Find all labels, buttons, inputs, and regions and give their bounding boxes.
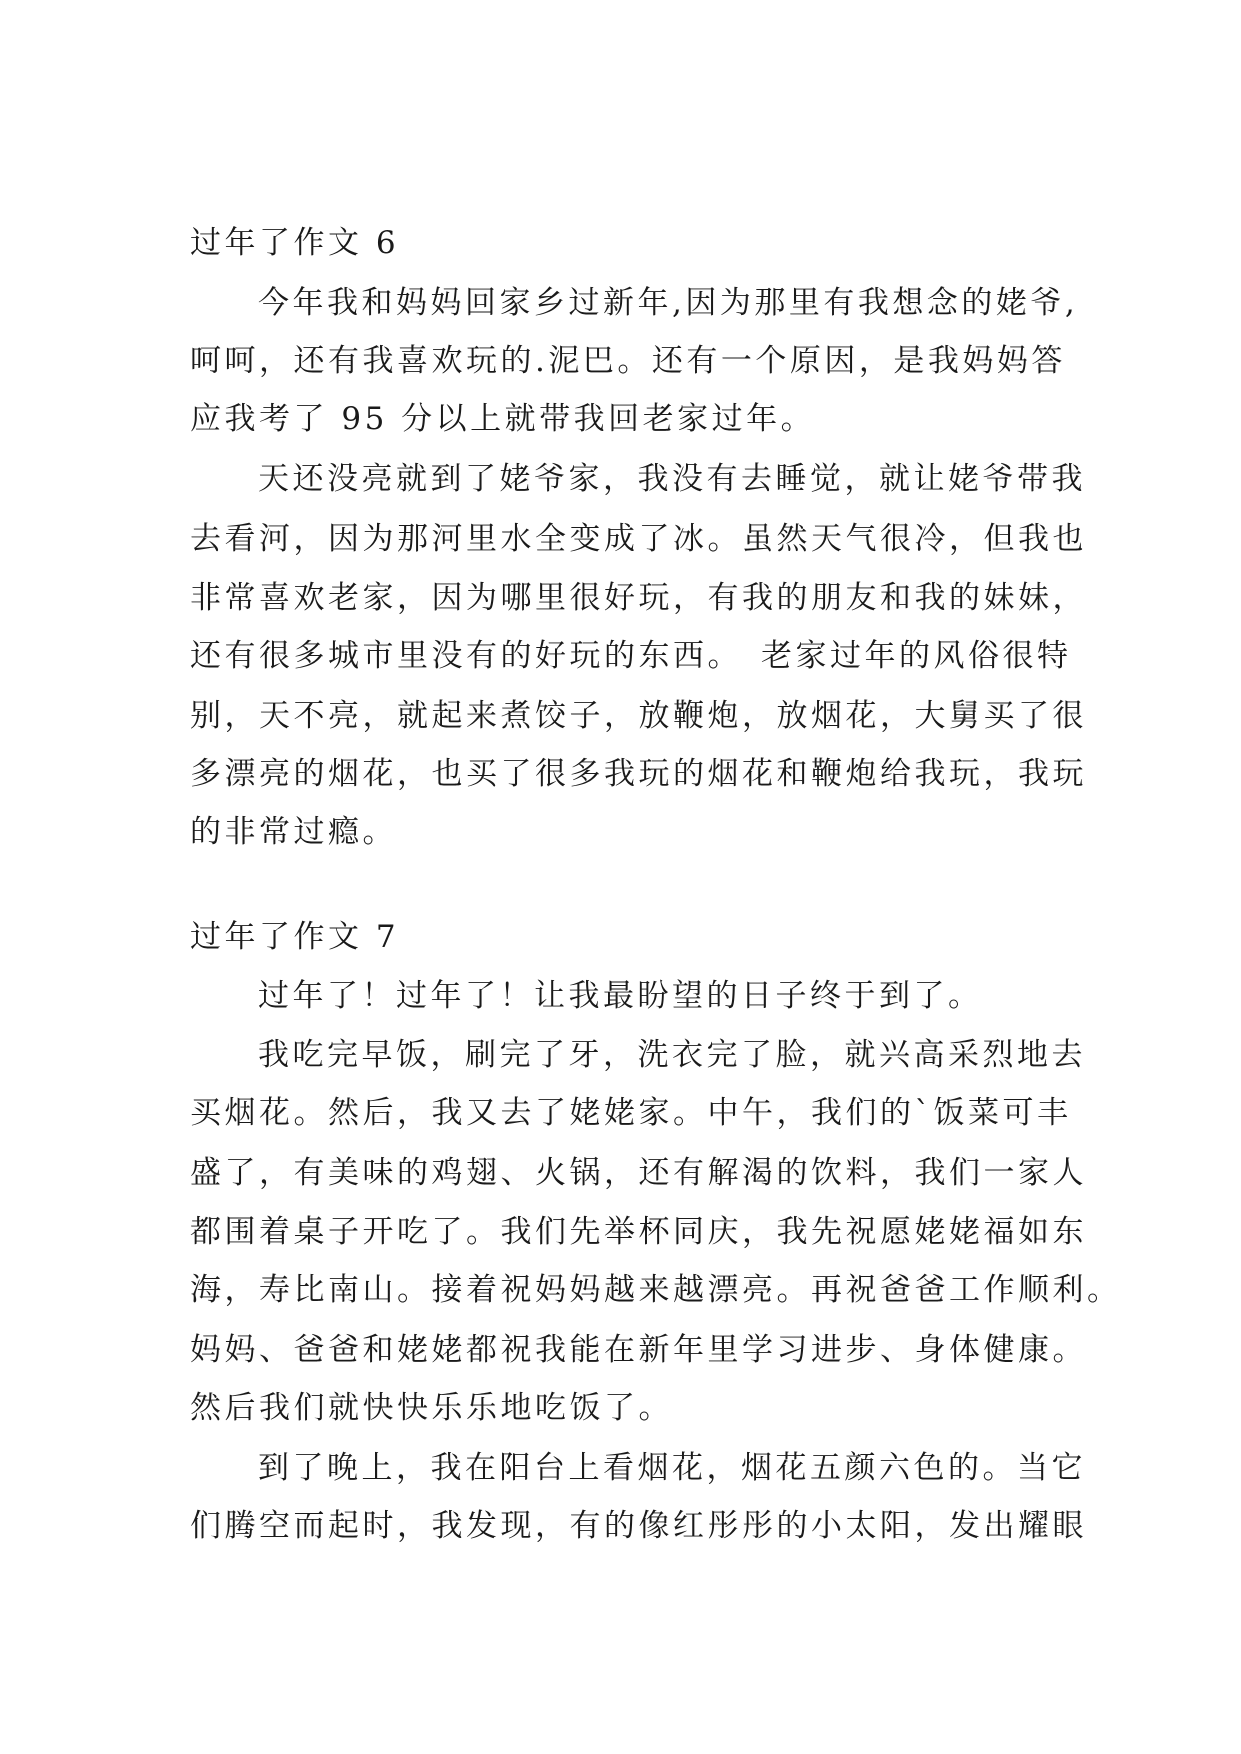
paragraph-line: 然后我们就快快乐乐地吃饭了。 — [190, 1390, 673, 1426]
section-title: 过年了作文 6 — [190, 225, 400, 261]
paragraph-line: 还有很多城市里没有的好玩的东西。 老家过年的风俗很特 — [190, 638, 1072, 674]
paragraph-line: 今年我和妈妈回家乡过新年,因为那里有我想念的姥爷, — [258, 285, 1079, 321]
paragraph-line: 去看河，因为那河里水全变成了冰。虽然天气很冷，但我也 — [190, 521, 1087, 557]
paragraph-line: 妈妈、爸爸和姥姥都祝我能在新年里学习进步、身体健康。 — [190, 1332, 1087, 1368]
paragraph-line: 我吃完早饭，刷完了牙，洗衣完了脸，就兴高采烈地去 — [258, 1037, 1086, 1073]
paragraph-line: 天还没亮就到了姥爷家，我没有去睡觉，就让姥爷带我 — [258, 461, 1086, 497]
paragraph-line: 呵呵，还有我喜欢玩的.泥巴。还有一个原因，是我妈妈答 — [190, 343, 1066, 379]
paragraph-line: 们腾空而起时，我发现，有的像红彤彤的小太阳，发出耀眼 — [190, 1508, 1087, 1544]
paragraph-line: 海，寿比南山。接着祝妈妈越来越漂亮。再祝爸爸工作顺利。 — [190, 1272, 1122, 1308]
paragraph-line: 到了晚上，我在阳台上看烟花，烟花五颜六色的。当它 — [258, 1450, 1086, 1486]
paragraph-line: 非常喜欢老家，因为哪里很好玩，有我的朋友和我的妹妹， — [190, 580, 1087, 616]
paragraph-line: 都围着桌子开吃了。我们先举杯同庆，我先祝愿姥姥福如东 — [190, 1214, 1087, 1250]
paragraph-line: 应我考了 95 分以上就带我回老家过年。 — [190, 401, 816, 437]
paragraph-line: 过年了！过年了！让我最盼望的日子终于到了。 — [258, 978, 983, 1014]
paragraph-line: 的非常过瘾。 — [190, 814, 397, 850]
paragraph-line: 盛了，有美味的鸡翅、火锅，还有解渴的饮料，我们一家人 — [190, 1155, 1087, 1191]
paragraph-line: 买烟花。然后，我又去了姥姥家。中午，我们的`饭菜可丰 — [190, 1095, 1072, 1131]
paragraph-line: 多漂亮的烟花，也买了很多我玩的烟花和鞭炮给我玩，我玩 — [190, 756, 1087, 792]
section-title: 过年了作文 7 — [190, 919, 400, 955]
paragraph-line: 别，天不亮，就起来煮饺子，放鞭炮，放烟花，大舅买了很 — [190, 698, 1087, 734]
